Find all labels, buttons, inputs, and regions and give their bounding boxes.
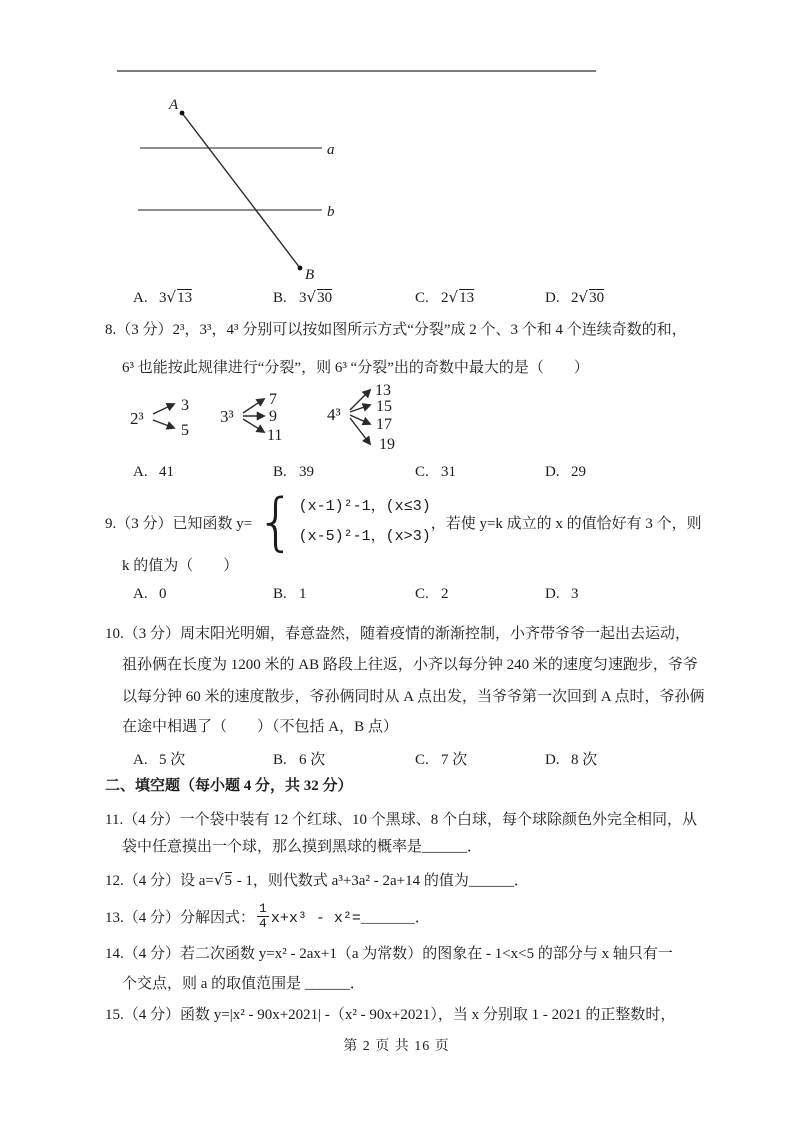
split-arrow [243, 399, 264, 413]
radicand: 13 [177, 290, 193, 306]
radical-coefficient: 2 [441, 290, 449, 306]
option-d [545, 288, 605, 307]
radicand: 30 [317, 290, 333, 306]
option-text: 8 次 [571, 752, 598, 768]
option-label: D. [545, 752, 560, 768]
option-label: D. [545, 586, 560, 602]
option-label: C. [415, 586, 429, 602]
split-leaf: 15 [376, 398, 392, 415]
q10-options-row [0, 748, 793, 770]
q11-line-1: 11.（4 分）一个袋中装有 12 个红球、10 个黑球、8 个白球，每个球除颜色外完全相同，从 [105, 812, 697, 828]
q10-line-1: 10.（3 分）周末阳光明媚，春意盎然，随着疫情的渐渐控制，小齐带爷爷一起出去运动， [105, 626, 691, 642]
radical-coefficient: 3 [299, 290, 307, 306]
split-arrow [350, 390, 370, 410]
radicand: 30 [589, 290, 605, 306]
split-leaf: 5 [181, 422, 189, 439]
split-base: 4³ [327, 405, 341, 424]
option-b [273, 288, 333, 307]
option-text: 5 次 [159, 752, 186, 768]
top-rule [117, 70, 596, 72]
fraction [257, 902, 269, 931]
section-2-header: 二、填空题（每小题 4 分，共 32 分） [105, 778, 353, 794]
option-text: 0 [159, 586, 167, 602]
split-leaf: 7 [269, 391, 277, 408]
q13-line [105, 898, 430, 934]
q9-options-row [0, 586, 793, 608]
option-label: C. [415, 464, 429, 480]
option-label: D. [545, 464, 560, 480]
fraction-numerator: 1 [259, 900, 267, 916]
option-text: 29 [571, 464, 586, 480]
split-leaf: 13 [375, 382, 391, 399]
q8-options-row [0, 464, 793, 486]
radical-sign: √ [306, 288, 317, 306]
option-c [415, 586, 449, 603]
q14-line-1: 14.（4 分）若二次函数 y=x² - 2ax+1（a 为常数）的图象在 - 1<x<5 的部分与 x 轴只有一 [105, 946, 673, 962]
radical-sign: √ [448, 288, 459, 306]
radicand: 5 [224, 873, 232, 889]
split-leaf: 19 [379, 436, 395, 453]
option-a [133, 464, 174, 481]
q10-line-4: 在途中相遇了（ ）（不包括 A，B 点） [122, 719, 398, 735]
option-b [273, 748, 325, 769]
split-diagram [118, 378, 478, 478]
q8-line-1: 8.（3 分）2³，3³，4³ 分别可以按如图所示方式“分裂”成 2 个、3 个和 4 个连续奇数的和， [105, 322, 687, 338]
q10-line-2: 祖孙俩在长度为 1200 米的 AB 路段上往返，小齐以每分钟 240 米的速度匀速跑步，爷爷 [122, 657, 698, 673]
option-label: B. [273, 464, 287, 480]
option-text: 6 次 [299, 752, 326, 768]
fraction-denominator: 4 [259, 915, 267, 931]
line-a-label: a [327, 142, 335, 158]
option-text: 3 [571, 586, 579, 602]
option-a [133, 748, 185, 769]
q9-line-2: k 的值为（ ） [122, 558, 239, 574]
option-label: B. [273, 752, 287, 768]
option-b [273, 464, 314, 481]
option-label: A. [133, 586, 148, 602]
q9-prefix: 9.（3 分）已知函数 y= [105, 515, 253, 532]
split-arrow [153, 420, 174, 428]
split-leaf: 11 [267, 427, 283, 444]
option-d [545, 464, 586, 481]
option-label: A. [133, 290, 148, 306]
option-label: B. [273, 586, 287, 602]
point-a-dot [180, 111, 185, 116]
option-b [273, 586, 307, 603]
split-base: 2³ [130, 409, 144, 428]
page-footer: 第 2 页 共 16 页 [343, 1039, 450, 1054]
q13-suffix: x+x³ - x²=______． [270, 909, 430, 927]
option-text: 31 [441, 464, 456, 480]
q12-line [105, 871, 529, 891]
option-text: 1 [299, 586, 307, 602]
split-leaf: 3 [181, 397, 189, 414]
radical-coefficient: 3 [159, 290, 167, 306]
option-text: 7 次 [441, 752, 468, 768]
option-c [415, 464, 456, 481]
option-a [133, 586, 167, 603]
option-label: D. [545, 290, 560, 306]
point-a-label: A [169, 97, 179, 113]
split-leaf: 9 [269, 408, 277, 425]
option-label: A. [133, 464, 148, 480]
q7-options-row [0, 288, 793, 310]
split-leaf: 17 [376, 416, 392, 433]
q9-suffix: ，若使 y=k 成立的 x 的值恰好有 3 个，则 [430, 515, 702, 532]
q14-line-2: 个交点，则 a 的取值范围是 ______． [122, 976, 365, 992]
q11-line-2: 袋中任意摸出一个球，那么摸到黑球的概率是______． [122, 839, 483, 855]
q9-function-block [105, 485, 702, 558]
q13-prefix: 13.（4 分）分解因式： [105, 909, 256, 926]
option-text: 39 [299, 464, 314, 480]
piecewise-case-2: (x-5)²-1，(x>3) [298, 528, 431, 545]
option-a [133, 288, 193, 307]
split-arrow [243, 419, 264, 432]
option-text: 2 [441, 586, 449, 602]
piecewise-case-1: (x-1)²-1，(x≤3) [298, 498, 431, 515]
option-d [545, 748, 597, 769]
q10-line-3: 以每分钟 60 米的速度散步，爷孙俩同时从 A 点出发，当爷爷第一次回到 A 点时，爷孙俩 [122, 689, 705, 705]
radical-coefficient: 2 [571, 290, 579, 306]
point-b-label: B [305, 267, 315, 283]
option-text: 41 [159, 464, 174, 480]
option-label: C. [415, 290, 429, 306]
split-arrow [153, 404, 174, 414]
piecewise-brace: { [256, 485, 296, 558]
q15-line: 15.（4 分）函数 y=|x² - 90x+2021| -（x² - 90x+2021），当 x 分别取 1 - 2021 的正整数时， [105, 1007, 676, 1023]
point-b-dot [298, 266, 303, 271]
radicand: 13 [459, 290, 475, 306]
q12-suffix: - 1，则代数式 a³+3a² - 2a+14 的值为______． [232, 873, 529, 889]
segment-ab [182, 113, 300, 268]
line-b-label: b [327, 204, 335, 220]
radical-sign: √ [166, 288, 177, 306]
split-base: 3³ [220, 407, 234, 426]
option-label: C. [415, 752, 429, 768]
option-d [545, 586, 579, 603]
radical-sign: √ [213, 871, 224, 889]
option-label: B. [273, 290, 287, 306]
parallel-lines-figure [128, 88, 352, 293]
radical-sign: √ [578, 288, 589, 306]
q12-prefix: 12.（4 分）设 a= [105, 873, 214, 889]
option-c [415, 748, 467, 769]
option-c [415, 288, 475, 307]
q8-line-2: 6³ 也能按此规律进行“分裂”，则 6³ “分裂”出的奇数中最大的是（ ） [122, 360, 589, 376]
piecewise-cases [299, 492, 431, 552]
option-label: A. [133, 752, 148, 768]
